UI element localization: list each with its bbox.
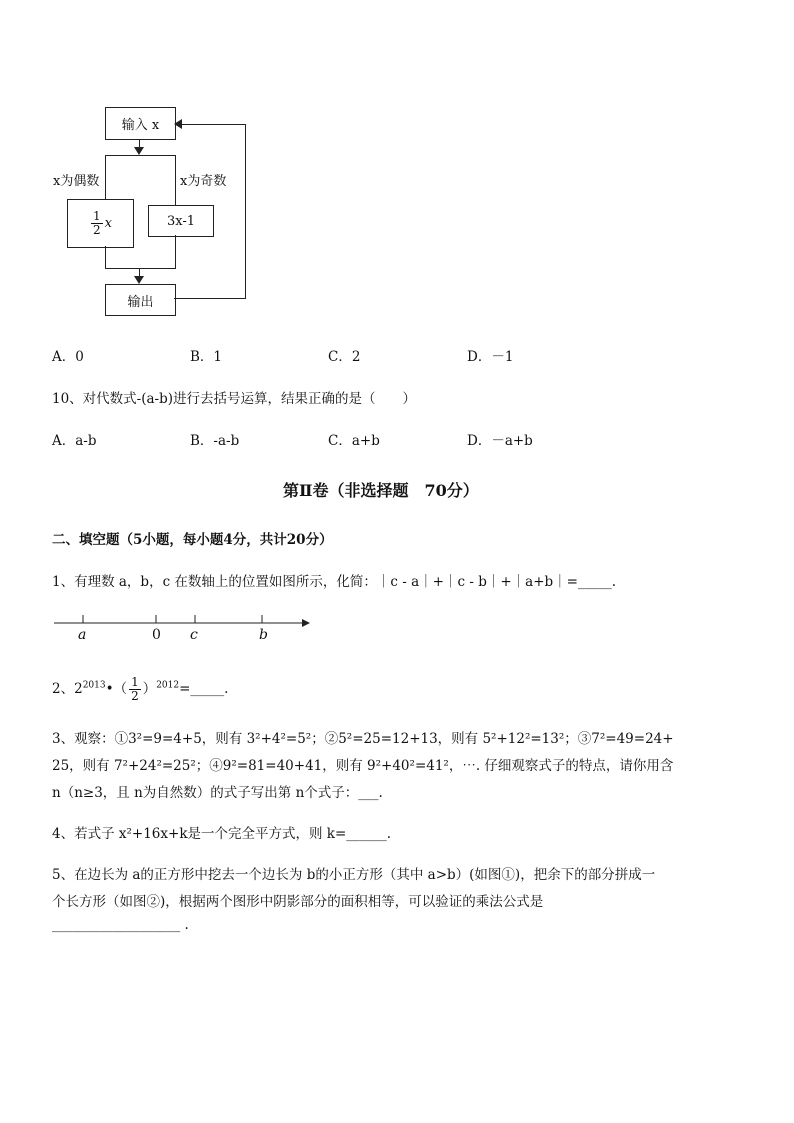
odd-condition-label: x为奇数 (180, 174, 227, 189)
fill5-line2: 个长方形（如图②)，根据两个图形中阴影部分的面积相等，可以验证的乘法公式是 (52, 894, 544, 910)
tick-label-b: b (259, 627, 268, 643)
branch-left-line (105, 155, 106, 199)
fill3-line3: n（n≥3，且 n为自然数）的式子写出第 n个式子：___. (52, 785, 383, 801)
output-box (105, 284, 176, 316)
q9-option-a: A．0 (52, 349, 84, 365)
fill3-line1: 3、观察：①3²=9=4+5，则有 3²+4²=5²；②5²=25=12+13，则有 5²+12²=13²；③7²=49=24+ (52, 731, 674, 747)
loop-line-right (245, 124, 246, 299)
fill3-line2: 25，则有 7²+24²=25²；④9²=81=40+41，则有 9²+40²=41²，⋯. 仔细观察式子的特点，请你用含 (52, 758, 674, 774)
input-label: 输入 x (121, 118, 160, 133)
half-fraction: $\frac{1}{2}$ (93, 209, 101, 237)
fill4-stem: 4、若式子 x²+16x+k是一个完全平方式，则 k=______. (52, 826, 392, 842)
odd-formula-box (148, 205, 214, 237)
fill5-line1: 5、在边长为 a的正方形中挖去一个边长为 b的小正方形（其中 a>b）(如图①)，把余下的部分拼成一 (52, 867, 656, 883)
tick-label-c: c (190, 627, 198, 643)
fill5-line3: ___________________ . (52, 917, 189, 933)
q10-option-d: D．－a+b (467, 433, 533, 449)
q10-option-a: A．a-b (52, 433, 97, 449)
loop-line-bottom (174, 298, 246, 299)
merge-line (105, 268, 176, 269)
tick-label-0: 0 (152, 627, 161, 643)
even-condition-label: x为偶数 (53, 174, 100, 189)
branch-line (105, 155, 176, 156)
fill2-stem: 2、$2^{2013}•$（ $\frac{1}{2}$ ）$^{2012}$=_____. (52, 675, 229, 703)
q10-option-b: B．-a-b (190, 433, 240, 449)
arrow-head (134, 147, 144, 155)
branch-right-line (175, 155, 176, 205)
fill1-stem: 1、有理数 a，b，c 在数轴上的位置如图所示，化简：｜c - a｜+｜c - b｜+｜a+b｜=_____. (52, 574, 616, 590)
input-box (105, 107, 176, 140)
section-title: 二、填空题（5小题，每小题4分，共计20分） (52, 532, 333, 548)
q10-stem: 10、对代数式-(a-b)进行去括号运算，结果正确的是（ ） (52, 391, 417, 407)
output-label: 输出 (127, 294, 154, 310)
q10-option-c: C．a+b (328, 433, 380, 449)
q9-option-c: C．2 (328, 349, 361, 365)
merge-right-line (175, 235, 176, 268)
merge-left-line (105, 246, 106, 268)
number-line-arrow (302, 619, 310, 627)
number-line (50, 610, 315, 650)
arrow-head (134, 276, 144, 284)
q9-option-b: B．1 (190, 349, 223, 365)
tick-label-a: a (78, 627, 87, 643)
half-fraction: $\frac{1}{2}$ (131, 675, 139, 703)
q9-option-d: D．－1 (467, 349, 514, 365)
odd-formula: 3x-1 (166, 213, 196, 229)
part2-title: 第Ⅱ卷（非选择题 70分） (283, 481, 479, 500)
even-formula-box: $\frac{1}{2}$ x (67, 199, 134, 248)
arrow-head (174, 119, 182, 129)
loop-line-top (180, 124, 246, 125)
